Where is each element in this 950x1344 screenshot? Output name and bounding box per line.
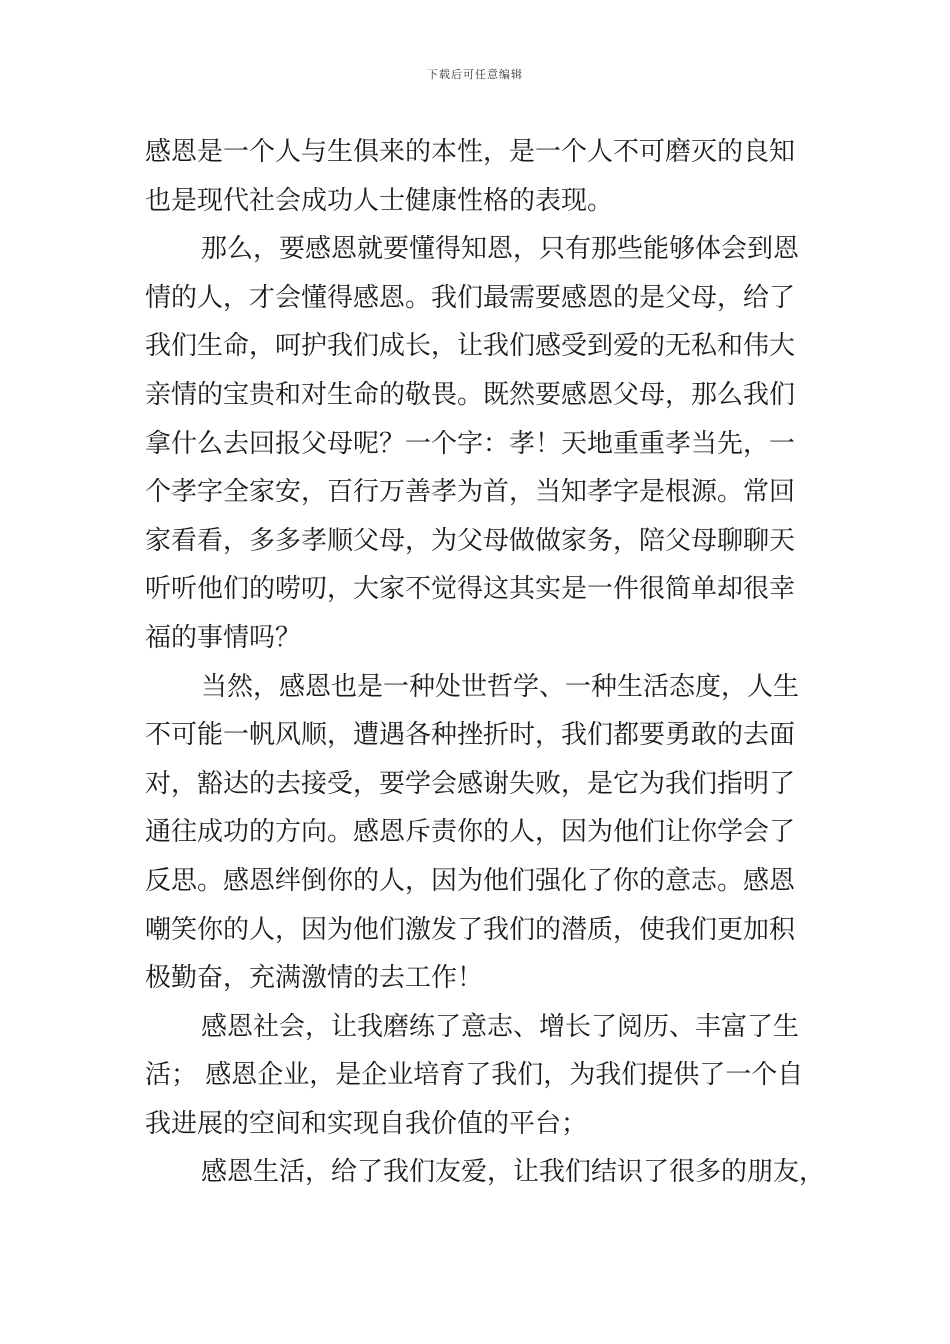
text-line: 极勤奋，充满激情的去工作！ <box>145 963 484 994</box>
text-line: 福的事情吗？ <box>145 622 302 653</box>
text-line: 我们生命，呵护我们成长，让我们感受到爱的无私和伟大 <box>145 331 796 362</box>
page-header-note: 下载后可任意编辑 <box>427 68 523 81</box>
text-line: 情的人，才会懂得感恩。我们最需要感恩的是父母，给了 <box>145 282 796 313</box>
text-line: 不可能一帆风顺，遭遇各种挫折时，我们都要勇敢的去面 <box>145 720 796 751</box>
document-body <box>145 128 826 1197</box>
text-line: 当然，感恩也是一种处世哲学、一种生活态度，人生 <box>201 671 800 702</box>
text-line: 感恩生活，给了我们友爱，让我们结识了很多的朋友， <box>201 1157 826 1188</box>
text-line: 感恩是一个人与生俱来的本性，是一个人不可磨灭的良知 <box>145 137 796 167</box>
text-line: 家看看，多多孝顺父母，为父母做做家务，陪父母聊聊天 <box>145 525 796 556</box>
text-line: 嘲笑你的人，因为他们激发了我们的潜质，使我们更加积 <box>145 914 796 945</box>
text-line: 对，豁达的去接受，要学会感谢失败，是它为我们指明了 <box>145 768 796 799</box>
text-line: 活； 感恩企业，是企业培育了我们，为我们提供了一个自 <box>145 1060 804 1091</box>
text-line: 听听他们的唠叨，大家不觉得这其实是一件很简单却很幸 <box>145 574 796 605</box>
text-line: 我进展的空间和实现自我价值的平台； <box>145 1108 588 1139</box>
text-line: 那么，要感恩就要懂得知恩，只有那些能够体会到恩 <box>201 234 800 265</box>
text-line: 反思。感恩绊倒你的人，因为他们强化了你的意志。感恩 <box>145 865 796 896</box>
text-line: 感恩社会，让我磨练了意志、增长了阅历、丰富了生 <box>201 1011 800 1042</box>
text-line: 也是现代社会成功人士健康性格的表现。 <box>145 185 614 216</box>
text-line: 拿什么去回报父母呢？一个字：孝！天地重重孝当先，一 <box>145 428 796 459</box>
text-line: 亲情的宝贵和对生命的敬畏。既然要感恩父母，那么我们 <box>145 379 796 410</box>
text-line: 通往成功的方向。感恩斥责你的人，因为他们让你学会了 <box>145 817 796 848</box>
text-line: 个孝字全家安，百行万善孝为首，当知孝字是根源。常回 <box>145 477 796 508</box>
